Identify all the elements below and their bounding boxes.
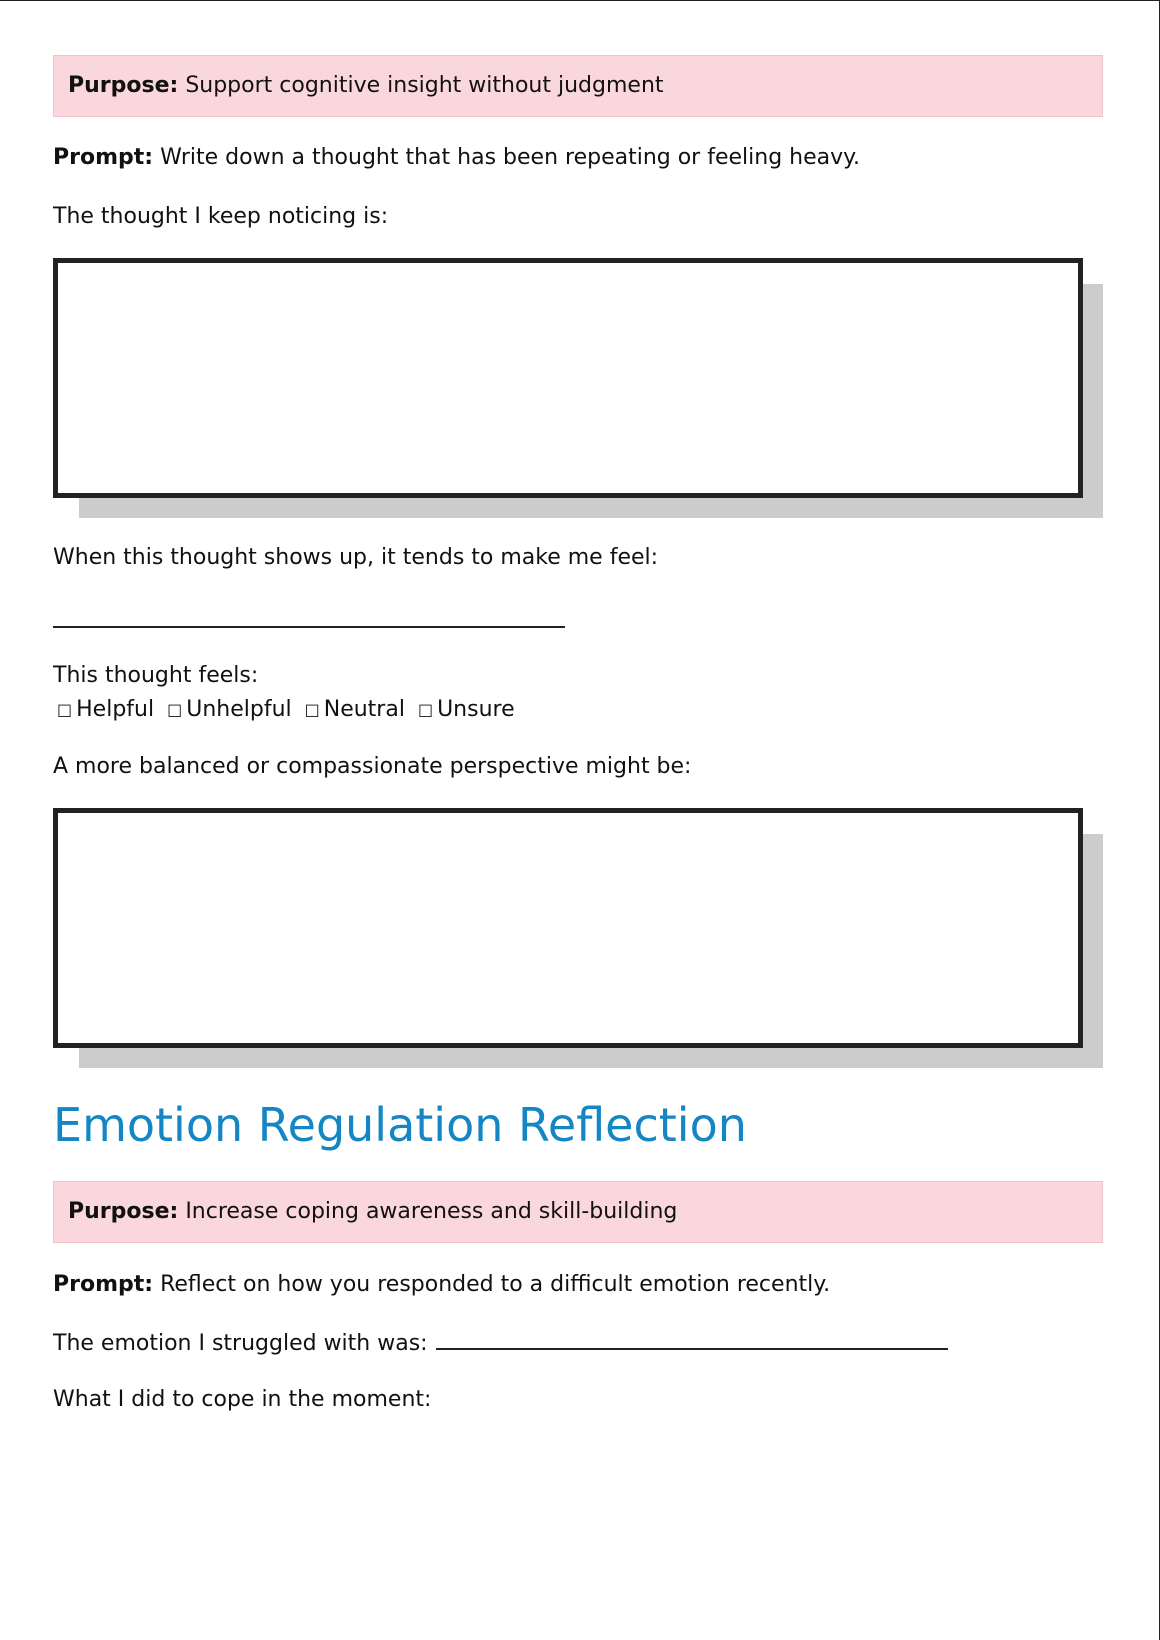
emotion-answer-line[interactable]: [436, 1328, 948, 1350]
purpose-label: Purpose:: [68, 73, 179, 98]
balanced-write-area[interactable]: [53, 808, 1103, 1068]
balanced-write-box[interactable]: [53, 808, 1083, 1048]
feel-label: When this thought shows up, it tends to make me feel:: [53, 545, 659, 570]
purpose-text: Support cognitive insight without judgment: [185, 73, 664, 98]
prompt-label: Prompt:: [53, 1272, 154, 1297]
prompt-text: Reflect on how you responded to a difficult emotion recently.: [160, 1272, 831, 1297]
prompt-label: Prompt:: [53, 145, 154, 170]
emotion-label: The emotion I struggled with was:: [53, 1331, 428, 1356]
thought-write-area[interactable]: [53, 258, 1103, 518]
prompt-line: [53, 1270, 830, 1300]
cope-label: What I did to cope in the moment:: [53, 1387, 432, 1412]
section-title: Emotion Regulation Reflection: [53, 1098, 747, 1152]
option-neutral[interactable]: [305, 697, 405, 722]
purpose-text: Increase coping awareness and skill-building: [185, 1199, 678, 1224]
feel-answer-line[interactable]: [53, 626, 565, 628]
checkbox-icon[interactable]: □: [304, 700, 320, 719]
option-unhelpful[interactable]: [167, 697, 292, 722]
thought-label: The thought I keep noticing is:: [53, 204, 389, 229]
purpose-label: Purpose:: [68, 1199, 179, 1224]
thought-write-box[interactable]: [53, 258, 1083, 498]
balanced-label: A more balanced or compassionate perspective might be:: [53, 754, 692, 779]
purpose-banner: [53, 1181, 1103, 1243]
option-label: Unhelpful: [186, 697, 292, 722]
purpose-banner: [53, 55, 1103, 117]
emotion-line: [53, 1328, 948, 1359]
feels-label: This thought feels:: [53, 663, 259, 688]
option-label: Neutral: [323, 697, 405, 722]
prompt-text: Write down a thought that has been repeating or feeling heavy.: [160, 145, 861, 170]
feeling-options: [57, 695, 521, 726]
checkbox-icon[interactable]: □: [167, 700, 183, 719]
prompt-line: [53, 143, 860, 173]
option-unsure[interactable]: [418, 697, 515, 722]
checkbox-icon[interactable]: □: [417, 700, 434, 719]
option-label: Unsure: [437, 697, 515, 722]
option-helpful[interactable]: [57, 697, 154, 722]
checkbox-icon[interactable]: □: [57, 700, 73, 719]
option-label: Helpful: [76, 697, 155, 722]
